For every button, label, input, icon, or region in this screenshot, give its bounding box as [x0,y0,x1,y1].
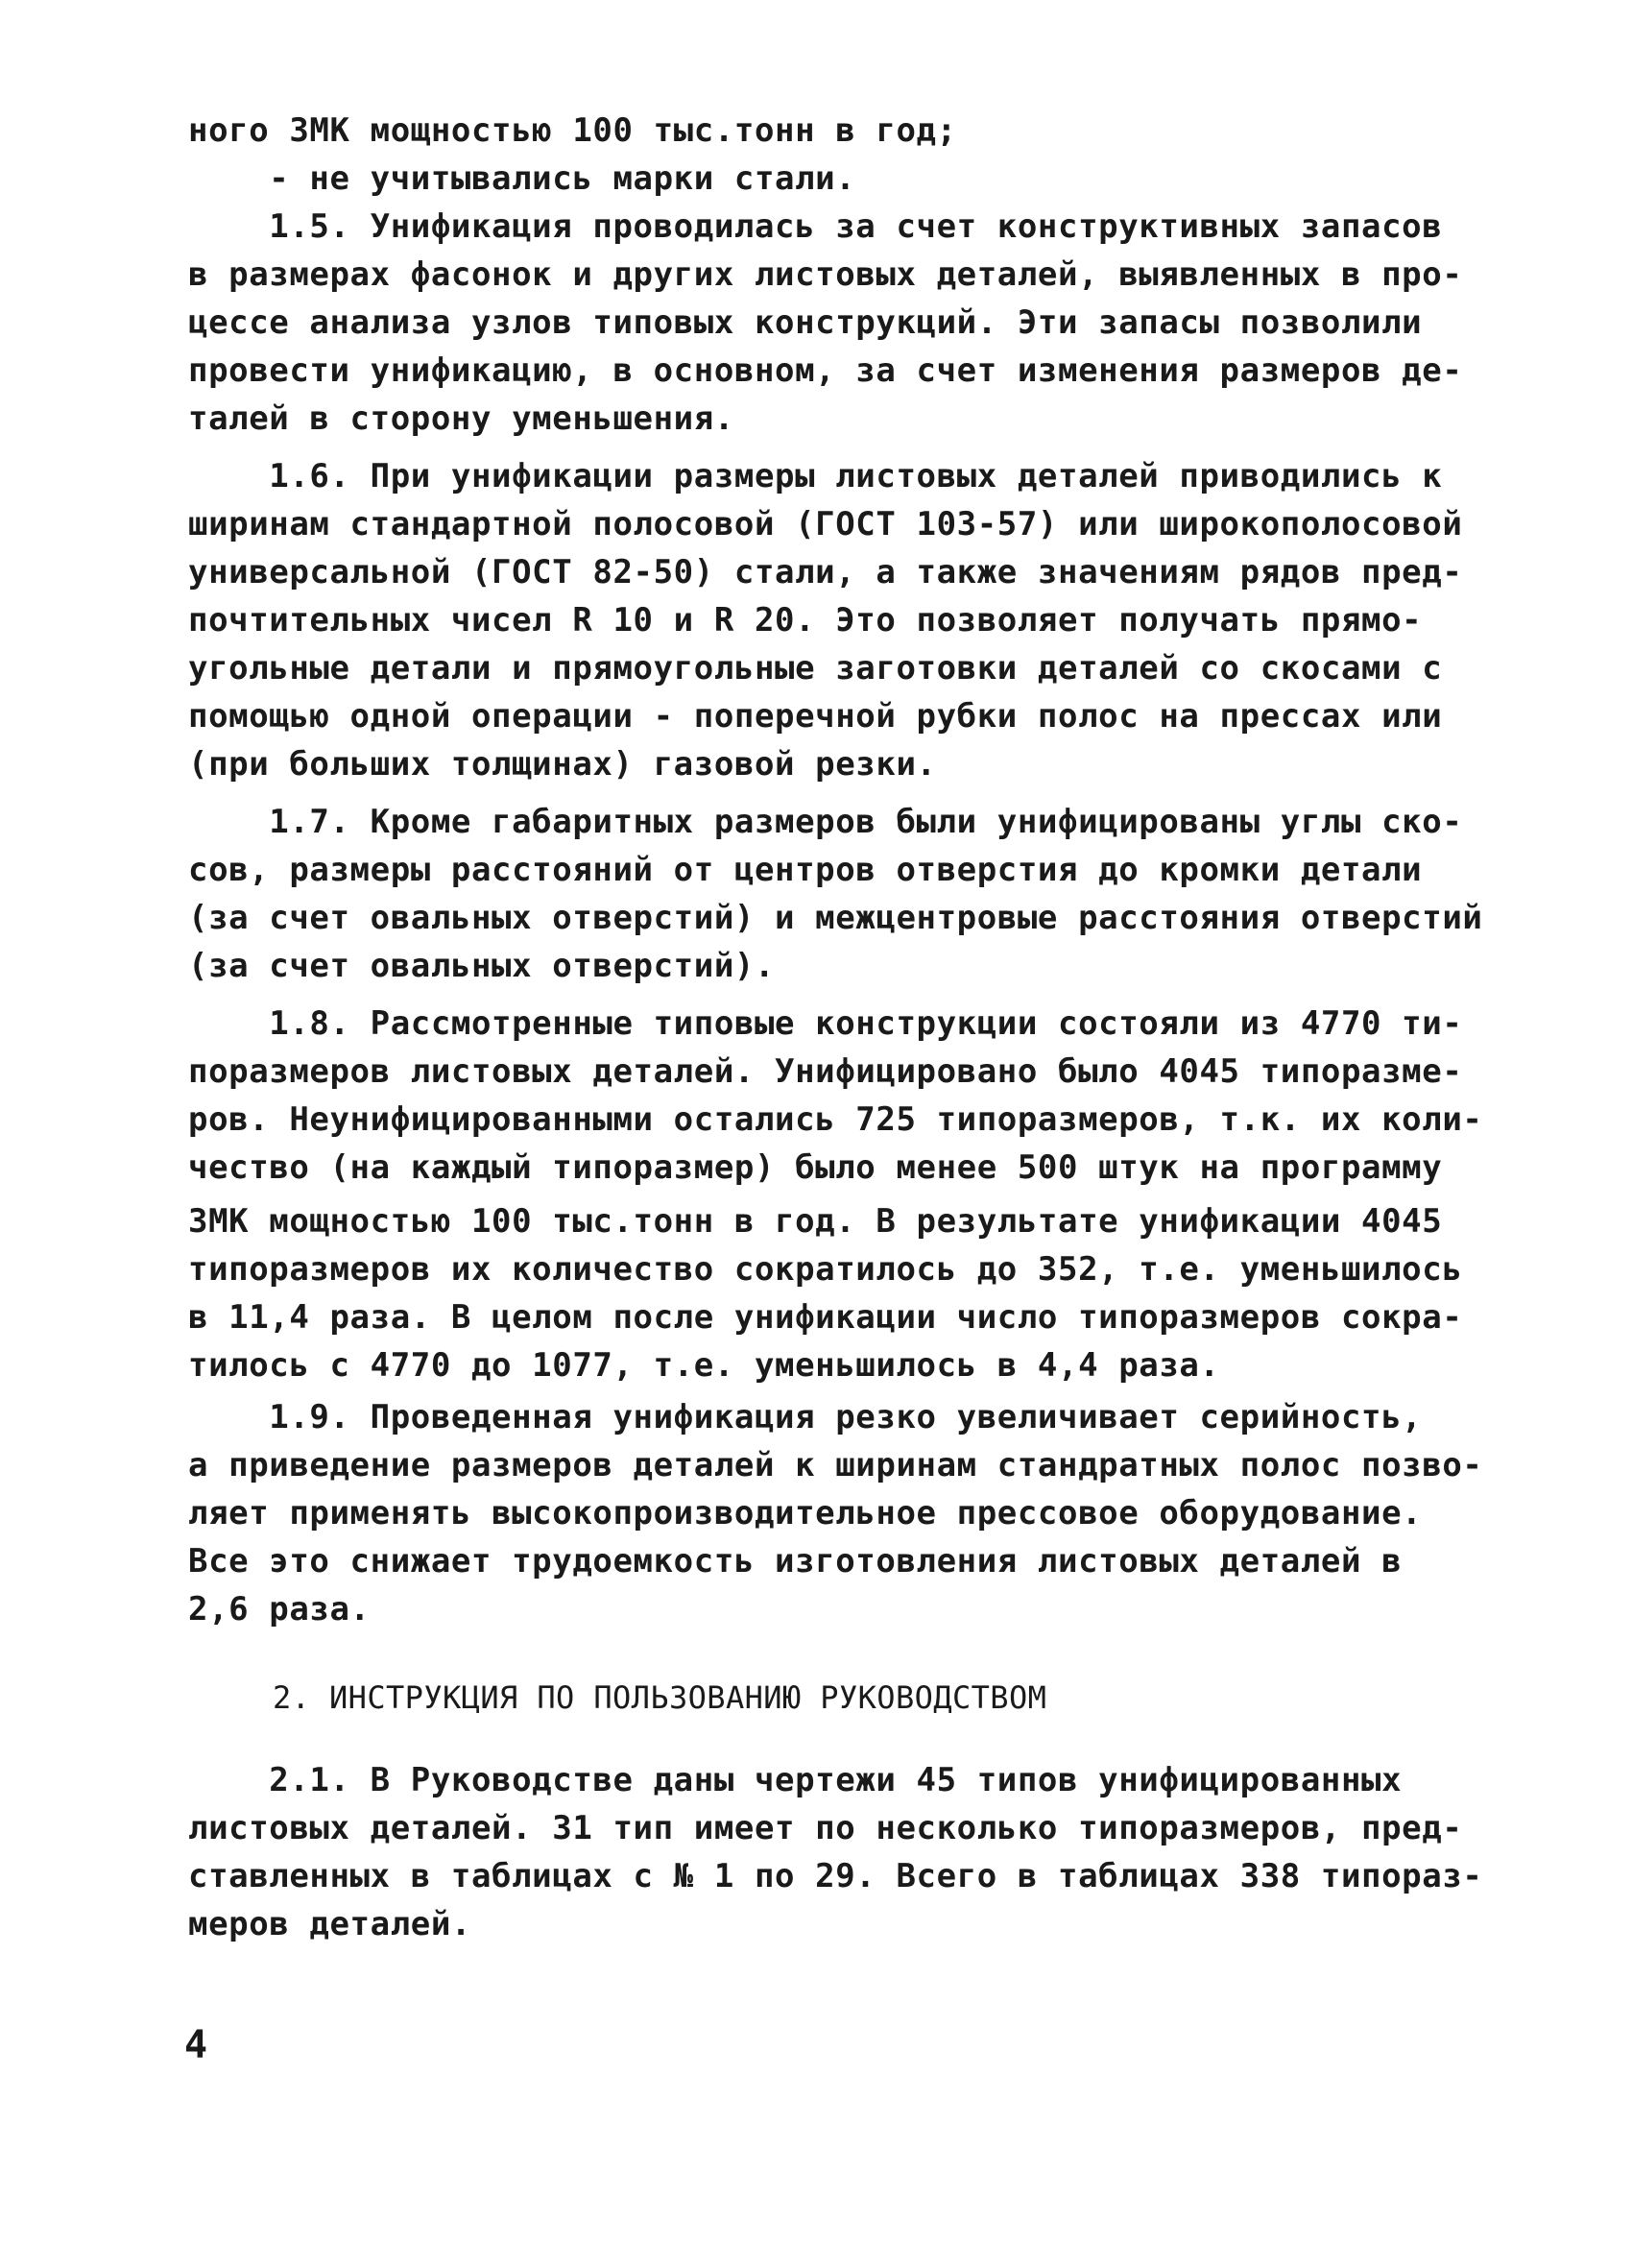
text-line: 2,6 раза. [188,1590,371,1629]
text-line: 1.6. При унификации размеры листовых деталей приводились к [188,457,1443,495]
text-line: универсальной (ГОСТ 82-50) стали, а также значениям рядов пред- [188,553,1463,591]
text-line: цессе анализа узлов типовых конструкций. Эти запасы позволили [188,303,1423,342]
text-line: 2.1. В Руководстве даны чертежи 45 типов унифицированных [188,1761,1403,1799]
text-line: провести унификацию, в основном, за счет изменения размеров де- [188,351,1463,390]
text-line: в размерах фасонок и других листовых деталей, выявленных в про- [188,255,1463,294]
text-line: Все это снижает трудоемкость изготовления листовых деталей в [188,1542,1403,1580]
page-number: 4 [184,2023,208,2067]
text-line: а приведение размеров деталей к ширинам стандратных полос позво- [188,1446,1483,1484]
text-line: помощью одной операции - поперечной рубки полос на прессах или [188,697,1443,736]
text-line: (за счет овальных отверстий) и межцентровые расстояния отверстий [188,899,1483,937]
text-line: 1.8. Рассмотренные типовые конструкции состояли из 4770 ти- [188,1004,1463,1043]
text-line: сов, размеры расстояний от центров отверстия до кромки детали [188,851,1423,889]
text-line: ЗМК мощностью 100 тыс.тонн в год. В результате унификации 4045 [188,1202,1443,1241]
text-line: 1.7. Кроме габаритных размеров были унифицированы углы ско- [188,803,1463,841]
text-line: чество (на каждый типоразмер) было менее 500 штук на программу [188,1148,1443,1187]
text-line: (за счет овальных отверстий). [188,947,776,985]
text-line: - не учитывались марки стали. [188,159,856,198]
text-line: ставленных в таблицах с № 1 по 29. Всего в таблицах 338 типораз- [188,1857,1483,1895]
text-line: меров деталей. [188,1905,471,1943]
text-line: поразмеров листовых деталей. Унифицировано было 4045 типоразме- [188,1052,1463,1091]
text-line: ров. Неунифицированными остались 725 типоразмеров, т.к. их коли- [188,1100,1483,1139]
section-heading: 2. ИНСТРУКЦИЯ ПО ПОЛЬЗОВАНИЮ РУКОВОДСТВОМ [273,1679,1047,1716]
text-line: в 11,4 раза. В целом после унификации число типоразмеров сокра- [188,1298,1463,1337]
text-line: 1.5. Унификация проводилась за счет конструктивных запасов [188,207,1443,246]
text-line: ширинам стандартной полосовой (ГОСТ 103-57) или широкополосовой [188,505,1463,543]
text-line: тилось с 4770 до 1077, т.е. уменьшилось в 4,4 раза. [188,1346,1220,1385]
text-line: (при больших толщинах) газовой резки. [188,745,937,784]
text-line: угольные детали и прямоугольные заготовки деталей со скосами с [188,649,1443,688]
text-line: ляет применять высокопроизводительное прессовое оборудование. [188,1494,1423,1532]
text-line: почтительных чисел R 10 и R 20. Это позволяет получать прямо- [188,601,1423,639]
text-line: 1.9. Проведенная унификация резко увеличивает серийность, [188,1398,1423,1436]
text-line: талей в сторону уменьшения. [188,399,734,438]
text-line: типоразмеров их количество сократилось до 352, т.е. уменьшилось [188,1250,1463,1289]
text-line: ного ЗМК мощностью 100 тыс.тонн в год; [188,111,957,150]
text-line: листовых деталей. 31 тип имеет по несколько типоразмеров, пред- [188,1809,1463,1847]
